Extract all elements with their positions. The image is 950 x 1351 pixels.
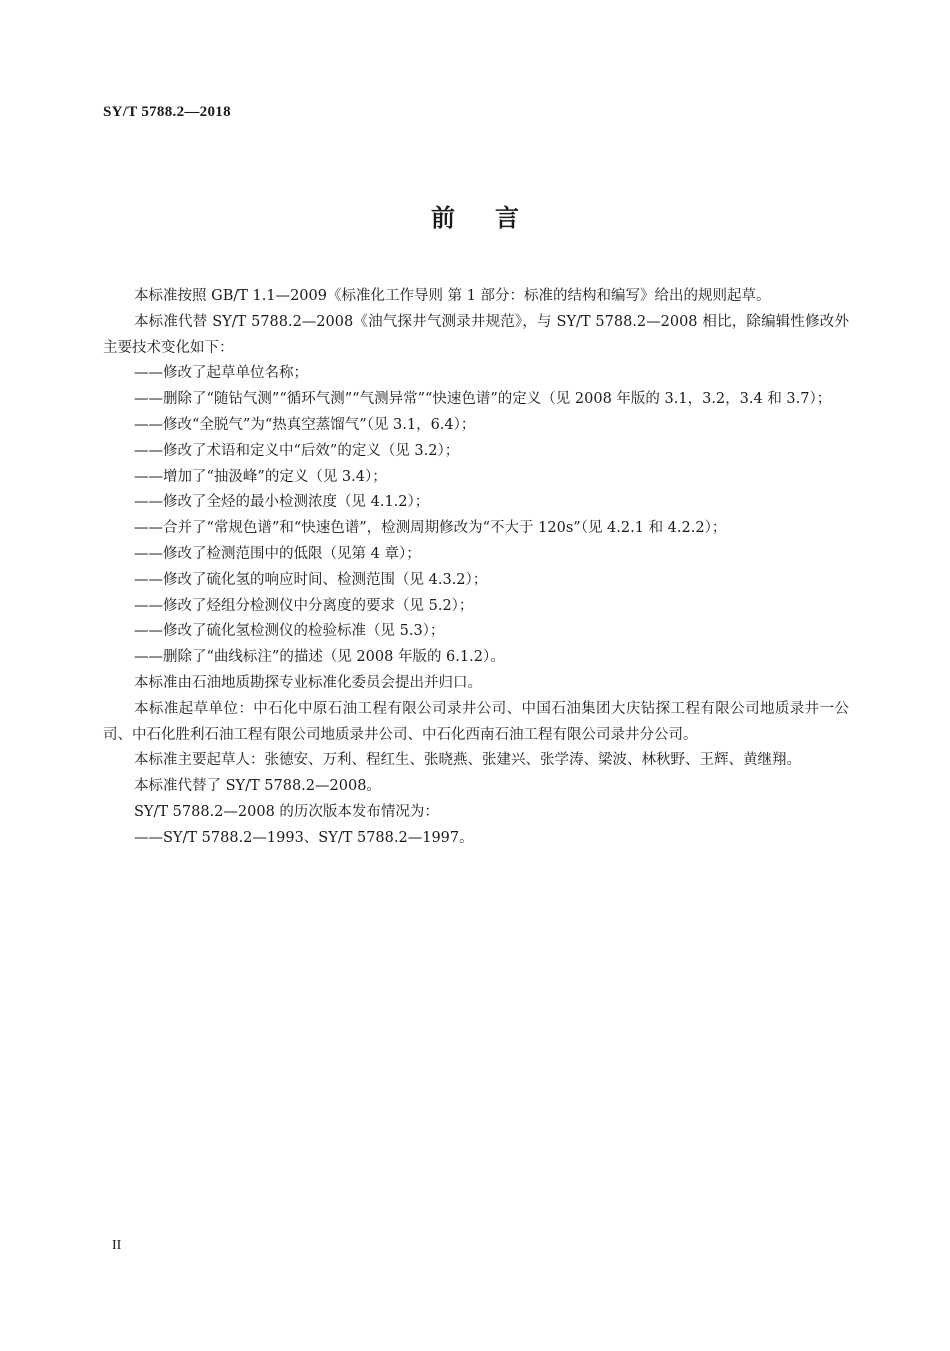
replacement-paragraph: 本标准代替 SY/T 5788.2—2008《油气探井气测录井规范》，与 SY/T 5788.2—2008 相比，除编辑性修改外主要技术变化如下： [103,313,849,356]
foreword-body [103,284,849,852]
change-item: ——修改“全脱气”为“热真空蒸馏气”（见 3.1，6.4）； [134,416,476,433]
drafters-paragraph: 本标准主要起草人：张德安、万利、程红生、张晓燕、张建兴、张学涛、梁波、林秋野、王辉、黄继翔。 [134,752,801,769]
page-number: II [112,1238,122,1253]
history-intro-paragraph: SY/T 5788.2—2008 的历次版本发布情况为： [134,803,439,820]
change-item: ——修改了术语和定义中“后效”的定义（见 3.2）； [134,442,460,459]
drafting-rule-paragraph: 本标准按照 GB/T 1.1—2009《标准化工作导则 第 1 部分：标准的结构和编写》给出的规则起草。 [134,288,771,304]
change-item: ——删除了“曲线标注”的描述（见 2008 年版的 6.1.2）。 [134,649,505,666]
proposed-by-paragraph: 本标准由石油地质勘探专业标准化委员会提出并归口。 [134,674,482,691]
change-item: ——修改了硫化氢检测仪的检验标准（见 5.3）； [134,623,445,640]
change-item: ——修改了全烃的最小检测浓度（见 4.1.2）； [134,494,430,511]
standard-code: SY/T 5788.2—2018 [103,104,231,120]
change-item: ——删除了“随钻气测”“循环气测”“气测异常”“快速色谱”的定义（见 2008 年版的 3.1，3.2，3.4 和 3.7）； [134,391,832,408]
drafting-units-paragraph: 本标准起草单位：中石化中原石油工程有限公司录井公司、中国石油集团大庆钻探工程有限公司地质录井一公司、中石化胜利石油工程有限公司地质录井公司、中石化西南石油工程有限公司录井分公司。 [103,700,849,743]
change-item: ——修改了硫化氢的响应时间、检测范围（见 4.3.2）； [134,571,488,588]
change-item: ——修改了起草单位名称； [134,365,308,382]
change-item: ——增加了“抽汲峰”的定义（见 3.4）； [134,468,387,485]
history-item: ——SY/T 5788.2—1993、SY/T 5788.2—1997。 [134,829,474,846]
change-item: ——合并了“常规色谱”和“快速色谱”，检测周期修改为“不大于 120s”（见 4.2.1 和 4.2.2）； [134,520,727,537]
replaces-paragraph: 本标准代替了 SY/T 5788.2—2008。 [134,778,381,795]
page-title: 前言 [431,204,559,232]
change-item: ——修改了检测范围中的低限（见第 4 章）； [134,545,421,562]
change-item: ——修改了烃组分检测仪中分离度的要求（见 5.2）； [134,597,474,614]
